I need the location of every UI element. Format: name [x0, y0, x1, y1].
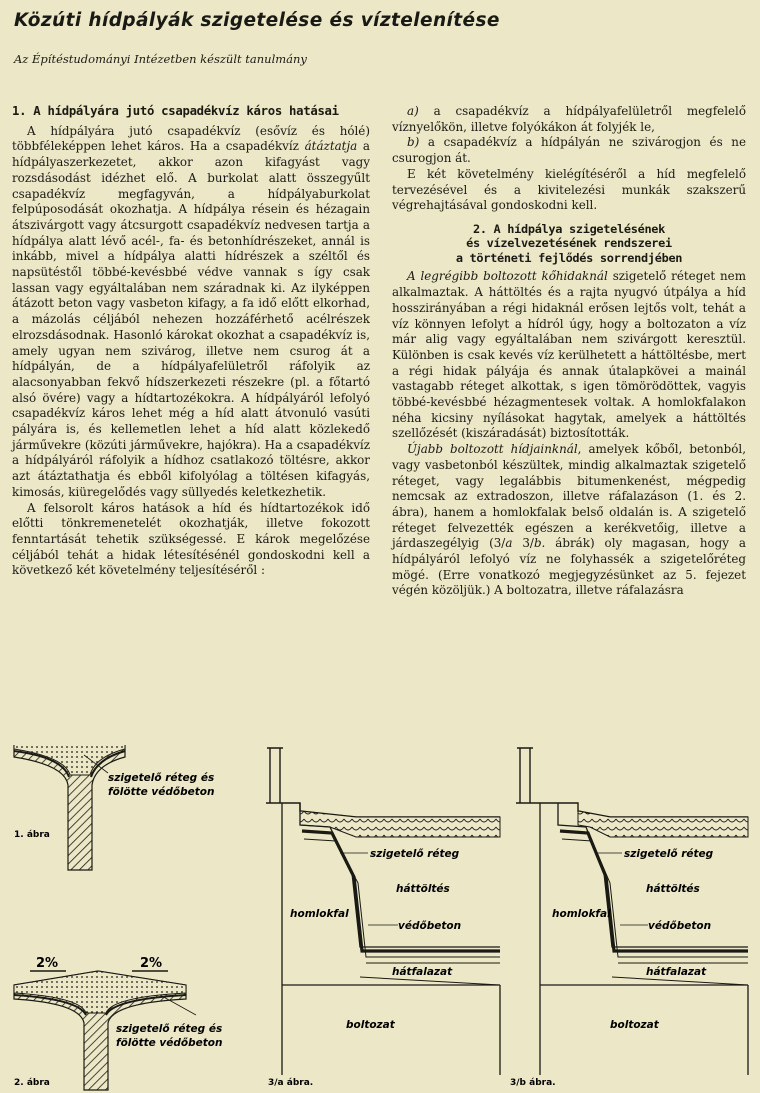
text-run: a hídpályaszerkezetet, akkor azon kifagyást vagy rozsdásodást idézhet elő. A burkolat alatt összegyűlt csapadékvíz megfagyván, a hídpályaburkolat felpúposodását okozhatja. A hídpálya résein és hézagain átszivárgott vagy átcsurgott csapadékvíz nedvesen tartja a hídpálya alatt lévő acél-, fa- és betonhídrészeket, annál is inkább, mivel a hídpálya alatti hídrészek a széltől és napsütéstől többé-kevésbbé védve vannak s így csak lassan vagy egyáltalában nem száradnak ki. Az ilyképpen átázott beton vagy vasbeton kifagy, a fa idő előtt elkorhad, a mázolás céljából nehezen hozzáférhető acélrészek elrozsdásodnak. Hasonló károkat okozhat a csapadékvíz is, amely ugyan nem szivárog, illetve nem csurog át a hídpályán, de a hídpályafelületről ráfolyik az alacsonyabban fekvő hídszerkezeti részekre (pl. a főtartó alsó övére) vagy a hídtartozékokra. A hídpályáról lefolyó csapadékvíz káros lehet még a híd alatt átvonuló vasúti pályára is, és kellemetlen lehet a híd alatt közlekedő járművekre (közúti járművekre, hajókra). Ha a csapadékvíz a hídpályáról ráfolyik a hídhoz csatlakozó töltésre, akkor azt átáztathatja és ebből kifolyólag a töltésen kifagyás, kimosás, kiüregelődés vagy süllyedés keletkezhetik.	[12, 139, 370, 499]
figure-1-label-line-1: szigetelő réteg és	[108, 772, 215, 784]
figure-2-caption: 2. ábra	[14, 1078, 50, 1088]
text-run: ábrák) oly magasan, hogy a hídpályáról lefolyó víz ne folyhassék a szigetelőréteg mögé. (Erre vonatkozó megjegyzésünket az 5. fejezet végén közöljük.) A boltozatra, illetve ráfalazásra	[392, 536, 747, 598]
figure-3b-railing	[517, 748, 533, 803]
italic-run: b.	[533, 536, 546, 551]
figure-3b-label-boltozat: boltozat	[610, 1019, 659, 1031]
figure-2-label-line-2: fölötte védőbeton	[116, 1037, 223, 1049]
requirement-b	[392, 135, 746, 166]
figure-3a-railing	[267, 748, 283, 803]
figure-2-slope-right: 2%	[140, 956, 163, 971]
italic-run: átáztatja	[304, 139, 358, 154]
section-2-paragraph-2	[392, 442, 746, 599]
italic-run: a	[505, 536, 513, 551]
figure-3a-label-hattoltes: háttöltés	[396, 883, 450, 895]
requirement-b-label: b)	[407, 135, 420, 150]
figure-1-label-line-2: fölötte védőbeton	[108, 786, 215, 798]
figure-3b-label-szigetelo: szigetelő réteg	[624, 848, 714, 860]
figure-2-label-line-1: szigetelő réteg és	[116, 1023, 223, 1035]
requirement-b-text: a csapadékvíz a hídpályán ne szivárogjon és ne csurogjon át.	[392, 135, 746, 166]
figure-3b-pavement	[578, 811, 748, 837]
figure-3a	[266, 748, 500, 1088]
text-run: A hídpályára jutó csapadékvíz (esővíz és hólé) többféleképpen lehet káros. Ha a csapadékvíz	[12, 123, 370, 154]
figure-2-slope-left: 2%	[36, 956, 59, 971]
article-subtitle: Az Építéstudományi Intézetben készült tanulmány	[14, 52, 307, 66]
section-2-heading	[392, 222, 746, 266]
section-2-heading-line-2: és vízelvezetésének rendszerei	[466, 236, 672, 251]
figure-3a-label-vedobeton: védőbeton	[398, 920, 462, 932]
figure-3b	[510, 748, 748, 1088]
figure-3a-label-szigetelo: szigetelő réteg	[370, 848, 460, 860]
italic-run: A legrégibb boltozott kőhidaknál	[407, 269, 608, 284]
section-2-paragraph-1	[392, 269, 746, 442]
requirement-a	[392, 104, 746, 135]
figure-3a-caption: 3/a ábra.	[268, 1078, 314, 1088]
right-column	[392, 104, 746, 599]
figure-3b-curb	[516, 803, 748, 817]
figure-3a-label-boltozat: boltozat	[346, 1019, 395, 1031]
section-2-heading-line-1: 2. A hídpálya szigetelésének	[472, 221, 666, 236]
requirement-a-text: a csapadékvíz a hídpályafelületről megfelelő víznyelőkön, illetve folyókákon át folyjék le,	[392, 104, 746, 134]
text-run: szigetelő réteget nem alkalmaztak. A háttöltés és a rajta nyugvó útpálya a híd hosszirányában a régi hidaknál erősen lejtős volt, tehát a víz könnyen lefolyt a hídról úgy, hogy a boltozaton a víz már alig vagy egyáltalában nem szivárgott keresztül. Különben is csak kevés víz kerülhetett a háttöltésbe, mert a régi hidak pályája és annak útalapkövei a mainál vastagabb réteget alkottak, s igen tömörödöttek, vagyis többé-kevésbbé hézagmentesek voltak. A homlokfalakon néha kicsiny nyílásokat hagytak, amelyek a háttöltés szellőzését (kiszáradását) biztosították.	[392, 269, 746, 441]
figure-3b-caption: 3/b ábra.	[510, 1078, 556, 1088]
section-1-paragraph-1	[12, 124, 370, 501]
figure-2	[14, 956, 222, 1090]
figure-3b-label-vedobeton: védőbeton	[648, 920, 712, 932]
figure-1	[14, 745, 214, 870]
text-run: 3/	[512, 536, 534, 551]
italic-run: Újabb boltozott hídjainknál	[407, 442, 578, 457]
figure-3b-label-hatfalazat: hátfalazat	[646, 966, 707, 978]
figure-3b-label-homlokfal: homlokfal	[552, 908, 611, 920]
figures	[0, 745, 760, 1093]
left-column	[12, 104, 370, 579]
figure-3a-label-hatfalazat: hátfalazat	[392, 966, 453, 978]
article-title: Közúti hídpályák szigetelése és víztelenítése	[14, 10, 500, 31]
figure-3a-label-homlokfal: homlokfal	[290, 908, 349, 920]
requirements-paragraph: E két követelmény kielégítéséről a híd megfelelő tervezésével és a kivitelezési munkák szakszerű végrehajtásával gondoskodni kell.	[392, 166, 746, 213]
text-run: , amelyek kőből, betonból, vagy vasbetonból készültek, mindig alkalmaztak szigetelő réteget, vagy legalábbis bitumenkenést, mégpedig nemcsak az extradoszon, illetve ráfalazáson (1. és 2. ábra), hanem a homlokfalak belső oldalán is. A szigetelő réteget felvezették egészen a kerékvetőig, illetve a járdaszegélyig (3/	[392, 442, 746, 551]
section-1-heading: 1. A hídpályára jutó csapadékvíz káros hatásai	[12, 104, 339, 118]
requirement-a-label: a)	[407, 104, 419, 118]
section-1-paragraph-2: A felsorolt káros hatások a híd és hídtartozékok idő előtti tönkremenetelét okozhatják, illetve fokozott fenntartását tehetik szükségessé. E károk megelőzése céljából tehát a hidak létesítésénél gondoskodni kell a következő két követelmény teljesítéséről :	[12, 500, 370, 578]
figure-3b-label-hattoltes: háttöltés	[646, 883, 700, 895]
figure-2-protective-layer	[14, 971, 186, 1013]
figure-1-caption: 1. ábra	[14, 830, 50, 840]
section-2-heading-line-3: a történeti fejlődés sorrendjében	[455, 250, 683, 265]
